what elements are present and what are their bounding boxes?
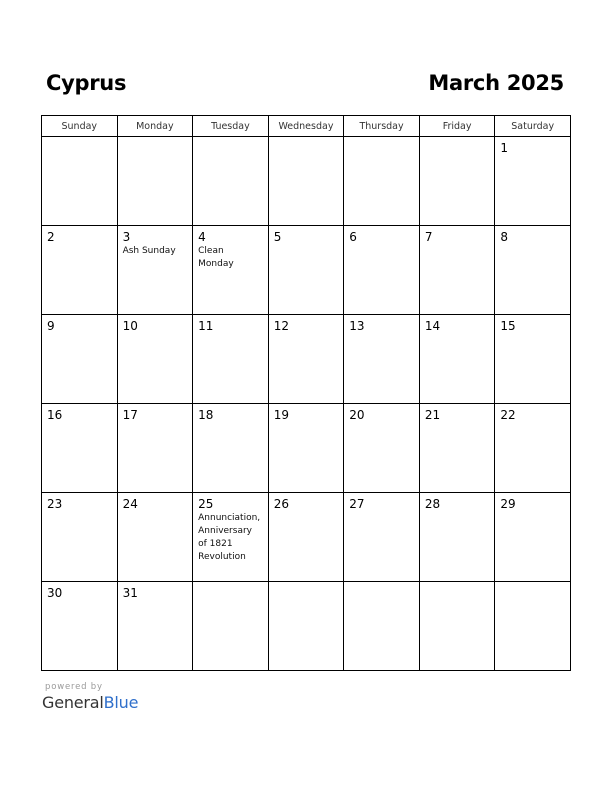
generalblue-logo[interactable] <box>42 693 138 712</box>
day-number: 12 <box>273 319 289 333</box>
day-number: 10 <box>122 319 138 333</box>
day-number: 1 <box>500 141 509 155</box>
holiday-label: Ash Sunday <box>122 246 176 256</box>
day-cell <box>268 137 344 226</box>
day-number: 9 <box>47 319 55 333</box>
day-cell <box>344 582 420 671</box>
weekday-header-saturday: Saturday <box>495 116 571 137</box>
day-number: 23 <box>47 497 63 511</box>
day-cell <box>268 404 344 493</box>
week-row <box>42 226 571 315</box>
day-cell <box>495 226 571 315</box>
day-number: 18 <box>198 408 214 422</box>
day-cell <box>419 137 495 226</box>
day-number: 5 <box>273 230 282 244</box>
week-row <box>42 315 571 404</box>
day-cell <box>419 404 495 493</box>
weekday-header-monday: Monday <box>117 116 193 137</box>
day-cell <box>42 315 118 404</box>
day-number: 20 <box>349 408 365 422</box>
day-number: 13 <box>349 319 365 333</box>
brand-blue: Blue <box>103 693 139 712</box>
day-number: 7 <box>424 230 433 244</box>
day-number: 30 <box>47 586 63 600</box>
day-number: 21 <box>424 408 441 422</box>
weekday-header-wednesday: Wednesday <box>268 116 344 137</box>
day-number: 26 <box>273 497 289 511</box>
day-number: 17 <box>122 408 138 422</box>
powered-by-label: powered by <box>45 682 103 692</box>
week-row <box>42 582 571 671</box>
day-cell <box>495 315 571 404</box>
day-number: 22 <box>500 408 516 422</box>
weekday-header-sunday: Sunday <box>42 116 118 137</box>
day-cell <box>42 137 118 226</box>
week-row <box>42 137 571 226</box>
day-number: 3 <box>122 230 131 244</box>
day-number: 6 <box>349 230 357 244</box>
day-cell <box>193 404 269 493</box>
day-cell <box>193 226 269 315</box>
weekday-header-thursday: Thursday <box>344 116 420 137</box>
day-cell <box>42 493 118 582</box>
day-cell <box>42 582 118 671</box>
day-number: 24 <box>122 497 138 511</box>
week-row <box>42 404 571 493</box>
day-number: 11 <box>198 319 214 333</box>
day-number: 15 <box>500 319 516 333</box>
weekday-header-row <box>42 116 571 137</box>
day-cell <box>117 493 193 582</box>
day-cell <box>117 315 193 404</box>
day-cell <box>193 315 269 404</box>
day-cell <box>495 582 571 671</box>
day-number: 27 <box>349 497 365 511</box>
day-number: 14 <box>424 319 441 333</box>
day-number: 19 <box>273 408 289 422</box>
day-cell <box>344 226 420 315</box>
day-number: 29 <box>500 497 516 511</box>
day-number: 31 <box>122 586 138 600</box>
day-cell <box>42 404 118 493</box>
day-cell <box>117 137 193 226</box>
day-number: 28 <box>424 497 441 511</box>
day-cell <box>268 226 344 315</box>
week-row <box>42 493 571 582</box>
day-number: 2 <box>47 230 55 244</box>
day-cell <box>117 404 193 493</box>
day-cell <box>344 404 420 493</box>
day-number: 16 <box>47 408 63 422</box>
day-cell <box>495 404 571 493</box>
holiday-label: Annunciation, Anniversary of 1821 Revolution <box>198 513 261 562</box>
day-cell <box>268 582 344 671</box>
day-cell <box>344 137 420 226</box>
day-cell <box>268 493 344 582</box>
day-cell <box>419 226 495 315</box>
day-number: 25 <box>198 497 214 511</box>
holiday-label: Clean Monday <box>198 246 234 269</box>
day-cell <box>344 315 420 404</box>
day-cell <box>495 137 571 226</box>
day-cell <box>419 315 495 404</box>
calendar-grid <box>41 115 571 671</box>
day-cell <box>117 226 193 315</box>
day-cell <box>193 137 269 226</box>
brand-general: General <box>42 693 104 712</box>
month-year-title: March 2025 <box>428 71 564 95</box>
day-cell <box>117 582 193 671</box>
day-cell <box>42 226 118 315</box>
day-cell <box>193 493 269 582</box>
weekday-header-friday: Friday <box>419 116 495 137</box>
day-cell <box>419 582 495 671</box>
day-cell <box>419 493 495 582</box>
day-cell <box>268 315 344 404</box>
day-cell <box>193 582 269 671</box>
day-number: 8 <box>500 230 509 244</box>
day-cell <box>344 493 420 582</box>
day-cell <box>495 493 571 582</box>
weekday-header-tuesday: Tuesday <box>193 116 269 137</box>
country-title: Cyprus <box>46 71 127 95</box>
day-number: 4 <box>198 230 206 244</box>
